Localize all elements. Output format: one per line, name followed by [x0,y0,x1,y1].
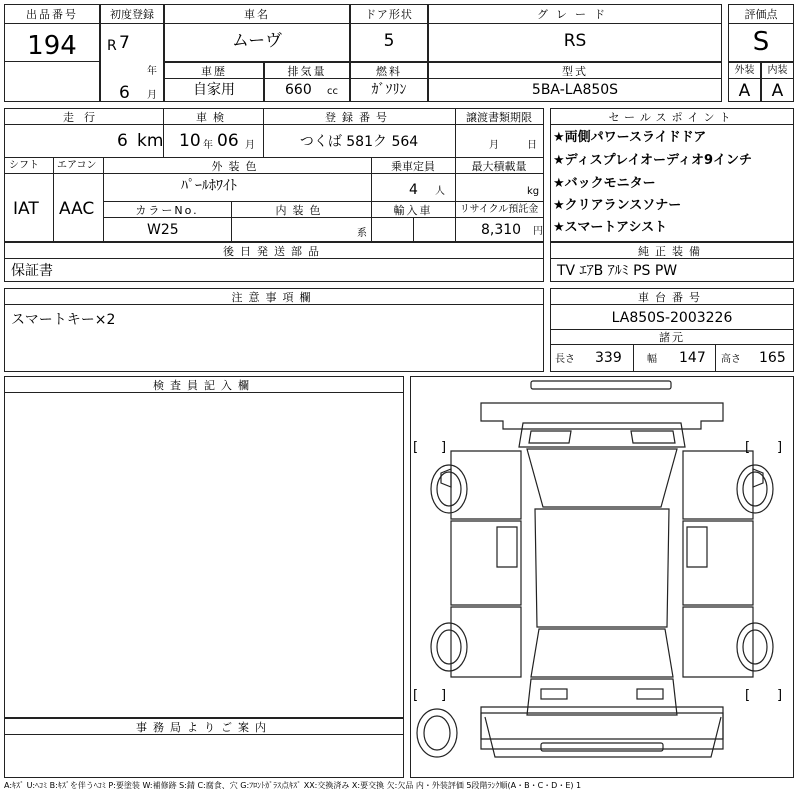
ext-color-value: ﾊﾟｰﾙﾎﾜｲﾄ [181,178,237,194]
sales-point: ★両側パワースライドドア [553,130,707,145]
door-count: 5 [383,31,395,51]
shaken-label: 車検 [196,111,230,124]
ac-value: AAC [59,199,95,219]
dims-hei: 165 [759,350,786,366]
later-value: 保証書 [11,263,53,279]
sales-point: ★スマートアシスト [553,220,668,235]
plate-label: 登録番号 [325,111,393,124]
disp-value: 660 [285,82,312,98]
recycle-unit: 円 [533,226,543,237]
fuel-value: ｶﾞｿﾘﾝ [371,82,407,98]
diagram-bracket: ] [777,440,783,455]
equipment-label: 純正装備 [638,245,706,258]
transfer-month: 月 [489,140,499,151]
diagram-bracket: [ [413,440,419,455]
lot-label: 出品番号 [26,8,78,21]
equipment-box [550,242,794,282]
later-parts-box [4,242,544,282]
door-box [350,4,428,62]
sales-point: ★ディスプレイオーディオ9インチ [553,153,753,168]
ext-label: 外装 [734,65,755,76]
int-color-unit: 系 [357,228,367,239]
shaken-month: 06 [217,131,239,151]
notes-box [4,288,544,372]
ac-label: エアコン [57,160,97,171]
diagram-bracket: ] [777,688,783,703]
km-label: 走行 [63,111,105,124]
shaken-month-unit: 月 [245,140,255,151]
score-label: 評価点 [744,8,778,21]
chassis-value: LA850S-2003226 [611,310,733,326]
history-value: 自家用 [193,82,235,98]
grade-label: グレード [537,8,613,21]
reg-year-unit: 年 [147,66,157,77]
disp-box [264,62,350,102]
lot-number: 194 [27,31,77,61]
history-label: 車歴 [201,65,227,78]
ext-grade: A [738,81,751,101]
inspector-label: 検査員記入欄 [153,379,255,392]
disp-unit: cc [327,86,338,97]
dims-wid-label: 幅 [647,354,657,365]
name-label: 車名 [244,8,270,21]
int-label: 内装 [767,65,788,76]
car-diagram [410,376,794,778]
car-diagram-drawing [411,377,793,777]
recycle-label: リサイクル預託金 [459,204,539,215]
shift-value: IAT [13,199,39,219]
model-label: 型式 [562,65,588,78]
reg-era: R [107,38,117,54]
disp-label: 排気量 [287,65,327,78]
ext-color-label: 外装色 [211,160,263,173]
dims-hei-label: 高さ [721,354,741,365]
lot-box [4,4,100,102]
inspector-box [4,376,404,718]
int-grade: A [771,81,784,101]
int-box [761,62,794,102]
shaken-year: 10 [179,131,201,151]
diagram-bracket: ] [441,440,447,455]
equipment-value: TV ｴｱB ｱﾙﾐ PS PW [557,263,678,279]
sales-label: セールスポイント [608,111,736,124]
fuel-box [350,62,428,102]
dims-len: 339 [595,350,622,366]
seats-value: 4 [409,182,418,198]
car-name: ムーヴ [231,31,283,51]
sales-box [550,108,794,242]
transfer-day: 日 [527,140,537,151]
spec-block [4,108,544,242]
score-box [728,4,794,62]
history-box [164,62,264,102]
door-label: ドア形状 [365,8,413,21]
ext-box [728,62,761,102]
seats-unit: 人 [435,186,445,197]
dims-len-label: 長さ [555,354,575,365]
model-value: 5BA-LA850S [531,82,619,98]
import-label: 輸入車 [393,204,433,217]
grade-box [428,4,722,62]
color-no-label: カラーNo. [135,204,199,217]
km-value: 6 [117,131,128,151]
load-label: 最大積載量 [471,160,527,173]
reg-month: 6 [119,83,130,103]
office-label: 事務局よりご案内 [136,721,272,734]
later-label: 後日発送部品 [223,245,325,258]
reg-box [100,4,164,102]
model-box [428,62,722,102]
name-box [164,4,350,62]
grade-value: RS [563,31,587,51]
shaken-year-unit: 年 [203,140,213,151]
dims-wid: 147 [679,350,706,366]
transfer-label: 譲渡書類期限 [466,111,532,124]
seats-label: 乗車定員 [391,160,435,173]
diagram-bracket: [ [413,688,419,703]
color-no-value: W25 [147,222,179,238]
chassis-box [550,288,794,372]
sales-point: ★クリアランスソナー [553,198,682,213]
chassis-label: 車台番号 [638,291,706,304]
reg-month-unit: 月 [147,90,157,101]
score-value: S [752,27,770,57]
legend-text: A:ｷｽﾞ U:ﾍｺﾐ B:ｷｽﾞを伴うﾍｺﾐ P:要塗装 W:補修跡 S:錆 C:腐食、穴 G:ﾌﾛﾝﾄｶﾞﾗｽ点ｷｽﾞ XX:交換済み X:要交換 欠:欠品 内・外装評価 5段階ﾗﾝｸ順(A・B・C・D・E) 1 [4,781,582,790]
dims-label: 諸元 [659,331,685,344]
fuel-label: 燃料 [376,65,402,78]
load-unit: kg [527,186,540,197]
reg-year: 7 [119,33,130,53]
diagram-bracket: ] [441,688,447,703]
km-unit: km [137,131,164,151]
diagram-bracket: [ [745,688,751,703]
notes-value: スマートキー×2 [11,312,116,328]
office-box [4,718,404,778]
int-color-label: 内装色 [275,204,327,217]
reg-label: 初度登録 [110,8,154,21]
diagram-bracket: [ [745,440,751,455]
notes-label: 注意事項欄 [231,291,317,304]
recycle-value: 8,310 [481,222,522,238]
plate-value: つくば 581ク 564 [299,134,419,150]
shift-label: シフト [9,160,39,171]
sales-point: ★バックモニター [553,176,656,191]
